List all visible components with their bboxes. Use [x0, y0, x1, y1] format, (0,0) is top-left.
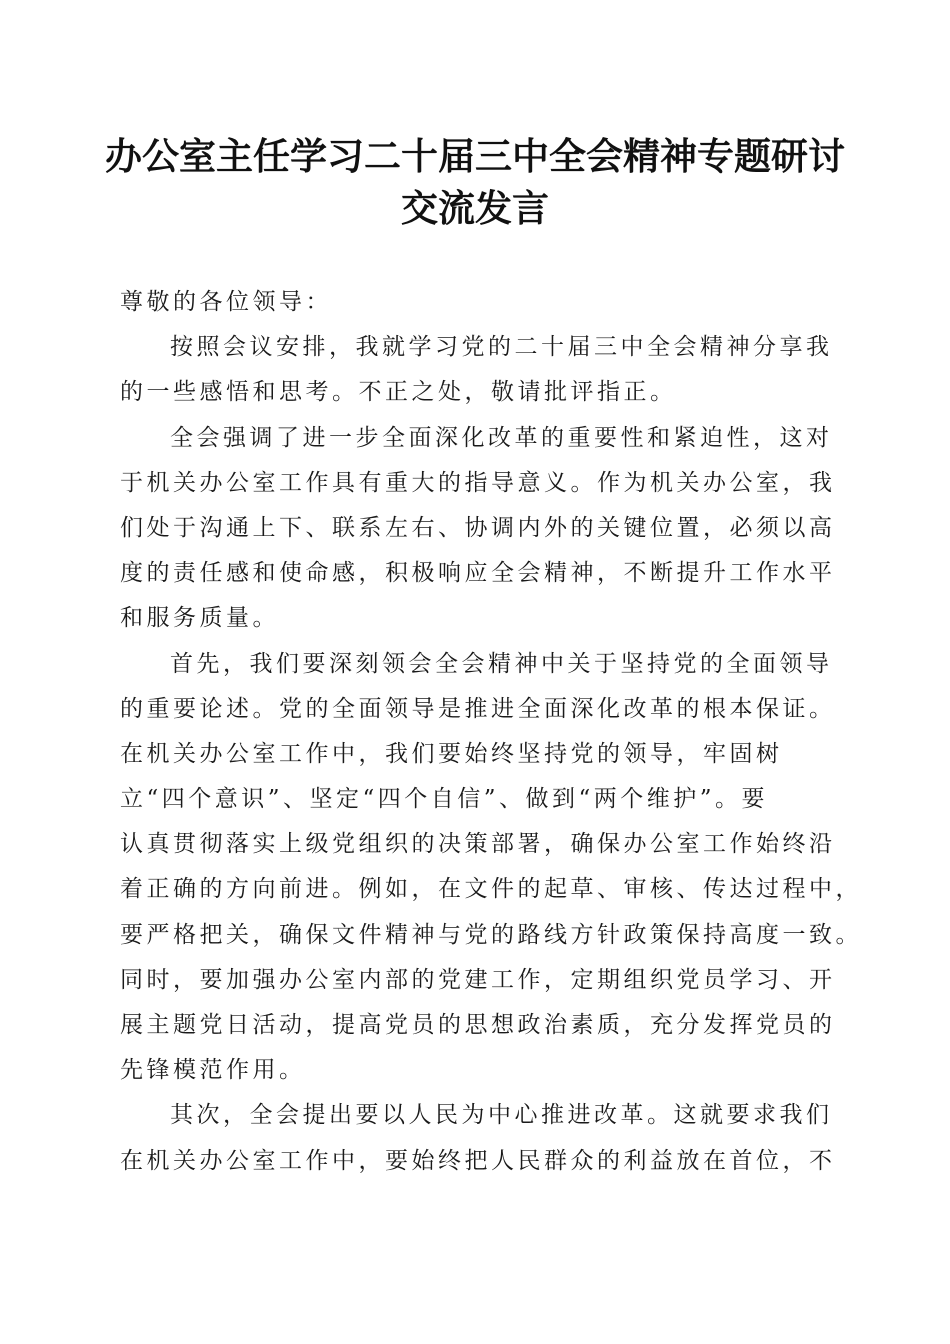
body-text-line: 全会强调了进一步全面深化改革的重要性和紧迫性，这对 — [170, 424, 833, 451]
body-text-line: 在机关办公室工作中，要始终把人民群众的利益放在首位，不 — [120, 1147, 836, 1174]
body-text-line: 着正确的方向前进。例如，在文件的起草、审核、传达过程中， — [120, 876, 862, 903]
body-text-line: 首先，我们要深刻领会全会精神中关于坚持党的全面领导 — [170, 650, 833, 677]
body-text-line: 展主题党日活动，提高党员的思想政治素质，充分发挥党员的 — [120, 1012, 836, 1038]
salutation: 尊敬的各位领导： — [120, 289, 332, 315]
title-line-1: 办公室主任学习二十届三中全会精神专题研讨 — [105, 134, 845, 178]
body-text-line: 们处于沟通上下、联系左右、协调内外的关键位置，必须以高 — [120, 514, 836, 541]
body-text-line: 先锋模范作用。 — [120, 1057, 306, 1084]
body-text-line: 度的责任感和使命感，积极响应全会精神，不断提升工作水平 — [120, 560, 836, 587]
body-text-line: 要严格把关，确保文件精神与党的路线方针政策保持高度一致。 — [120, 921, 862, 948]
body-text-line: 同时，要加强办公室内部的党建工作，定期组织党员学习、开 — [120, 966, 836, 993]
body-text-line: 的一些感悟和思考。不正之处，敬请批评指正。 — [120, 379, 677, 406]
title-line-2: 交流发言 — [401, 186, 549, 230]
document-body — [120, 280, 862, 1184]
body-text-line: 其次，全会提出要以人民为中心推进改革。这就要求我们 — [170, 1102, 833, 1129]
body-text-line: 在机关办公室工作中，我们要始终坚持党的领导，牢固树 — [120, 740, 783, 767]
body-text-line: 于机关办公室工作具有重大的指导意义。作为机关办公室，我 — [120, 469, 836, 496]
document-title — [100, 130, 850, 234]
body-text-line: 的重要论述。党的全面领导是推进全面深化改革的根本保证。 — [120, 695, 836, 722]
body-text-line: 按照会议安排，我就学习党的二十届三中全会精神分享我 — [170, 334, 833, 361]
body-text-line: 立“四个意识”、坚定“四个自信”、做到“两个维护”。要 — [120, 786, 769, 813]
body-text-line: 认真贯彻落实上级党组织的决策部署，确保办公室工作始终沿 — [120, 831, 836, 858]
body-text-line: 和服务质量。 — [120, 605, 279, 632]
